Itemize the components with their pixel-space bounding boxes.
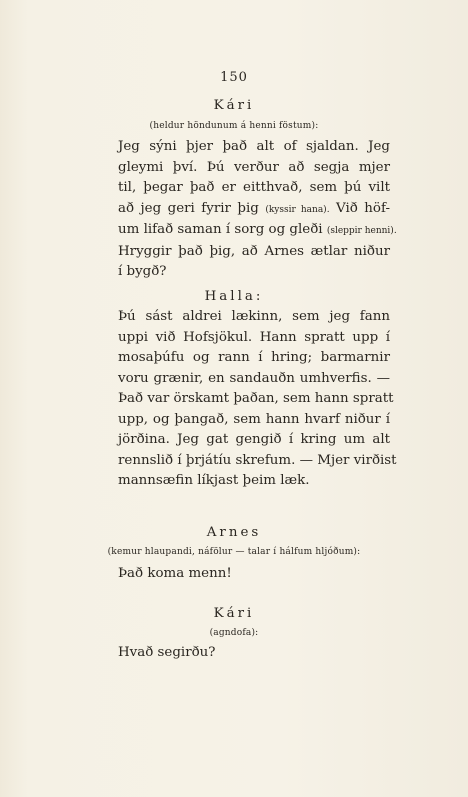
dialogue-line: gleymi því. Þú verður að segja mjer xyxy=(118,159,390,175)
dialogue-line: Þú sást aldrei lækinn, sem jeg fann xyxy=(118,309,390,324)
dialogue-line: voru grænir, en sandauðn umhverfis. — xyxy=(118,370,390,386)
stage-direction: (agndofa): xyxy=(209,628,259,638)
dialogue-line: Það koma menn! xyxy=(118,566,232,581)
speaker-kari: Kári xyxy=(213,606,255,621)
dialogue-line: Það var örskamt þaðan, sem hann spratt xyxy=(118,391,394,406)
dialogue-line: Jeg sýni þjer það alt of sjaldan. Jeg xyxy=(118,139,390,154)
stage-direction: (kemur hlaupandi, náfölur — talar í hálfum hljóðum): xyxy=(107,547,361,557)
page-number: 150 xyxy=(220,70,248,85)
dialogue-line: til, þegar það er eitthvað, sem þú vilt xyxy=(118,180,390,195)
dialogue-line: mosaþúfu og rann í hring; barmarnir xyxy=(118,350,390,365)
stage-direction: (heldur höndunum á henni föstum): xyxy=(149,121,319,131)
dialogue-kari xyxy=(118,137,397,283)
speaker-halla: Halla: xyxy=(204,289,264,304)
inline-stage-direction: (kyssir hana). xyxy=(265,204,330,215)
dialogue-line: uppi við Hofsjökul. Hann spratt upp í xyxy=(118,329,390,345)
dialogue-line: í bygð? xyxy=(118,264,167,279)
dialogue-arnes xyxy=(118,564,390,585)
speaker-kari: Kári xyxy=(213,98,255,113)
dialogue-line: Hryggir það þig, að Arnes ætlar niður xyxy=(118,243,390,259)
dialogue-halla xyxy=(118,307,397,492)
dialogue-fragment: að jeg geri fyrir þig xyxy=(118,200,259,216)
dialogue-fragment: um lifað saman í sorg og gleði xyxy=(118,222,323,237)
dialogue-line: rennslið í þrjátíu skrefum. — Mjer virðist xyxy=(118,452,397,468)
dialogue-kari-2 xyxy=(118,643,390,664)
dialogue-line-with-direction xyxy=(118,220,397,242)
dialogue-line: upp, og þangað, sem hann hvarf niður í xyxy=(118,411,390,427)
dialogue-line: Hvað segirðu? xyxy=(118,645,216,660)
dialogue-line: mannsæfin líkjast þeim læk. xyxy=(118,473,310,488)
dialogue-line-with-direction xyxy=(118,199,390,221)
dialogue-line: jörðina. Jeg gat gengið í kring um alt xyxy=(118,432,390,447)
speaker-arnes: Arnes xyxy=(206,525,262,540)
dialogue-fragment: Við höf- xyxy=(336,200,390,216)
inline-stage-direction: (sleppir henni). xyxy=(326,226,397,236)
